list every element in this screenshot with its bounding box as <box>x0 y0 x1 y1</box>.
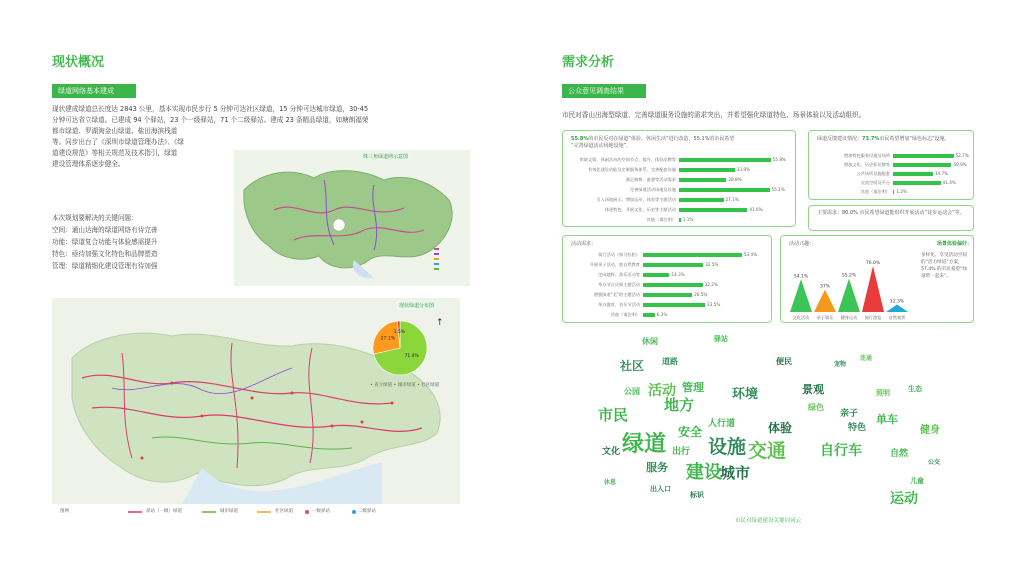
bar-row <box>593 292 743 298</box>
bar <box>643 303 705 307</box>
bar-value: 1.2% <box>896 189 908 194</box>
triangle-label: 骑行游览 <box>864 315 882 320</box>
wordcloud-word: 单车 <box>876 413 898 426</box>
issue-item: 管理：绿道精细化建设管理有待加强 <box>52 262 158 270</box>
bar <box>893 172 933 176</box>
triangle-value: 55.2% <box>841 273 857 279</box>
card1-bars <box>579 157 786 227</box>
bar <box>679 208 747 212</box>
bar-value: 55.1% <box>771 187 785 192</box>
bar-label: 举办节日庆典主题活动 <box>598 282 640 287</box>
wordcloud-word: 自行车 <box>820 443 862 459</box>
card2-head-text: 市民希望增加“绿色标志”设施。 <box>879 136 950 142</box>
prd-map-label: 珠三角绿道网示意图 <box>360 152 411 161</box>
greenway-pie-chart <box>370 318 430 378</box>
bar-value: 6.3% <box>656 312 668 317</box>
wordcloud-word: 休息 <box>604 479 617 486</box>
bar-value: 33.9% <box>736 167 750 172</box>
wordcloud-word: 公交 <box>928 459 941 466</box>
triangle-value: 76.0% <box>865 261 881 266</box>
bar <box>893 181 941 185</box>
bar <box>643 293 692 297</box>
triangle-label: 自然观赏 <box>888 315 906 320</box>
issue-item: 特色：亟待加强文化特色和品牌塑造 <box>52 250 158 258</box>
intro-line: 建设管理体系逐步健全。 <box>52 160 125 168</box>
bar-value: 33.5% <box>707 302 721 307</box>
survey-card-event <box>562 235 772 323</box>
right-intro: 市民对香山出海型绿道、完善绿道服务设施的需求突出，并希望强化绿道特色、场景体验以及活动组织。 <box>562 111 866 119</box>
left-page-title: 现状概况 <box>52 55 105 70</box>
card1-head-text2: “完善绿道活动场地设施”。 <box>571 143 632 149</box>
bar-row <box>588 167 771 173</box>
card1-head <box>571 136 791 150</box>
wordcloud-word: 城市 <box>720 464 751 482</box>
legend-item: 城市绿道 <box>220 509 238 514</box>
bar-label: 增强绿道“美”的主题活动 <box>593 292 640 297</box>
bar-label: 有效化建设功能及定制服务体系，完善配套设施 <box>588 167 676 172</box>
wordcloud-word: 儿童 <box>910 477 924 485</box>
triangle-value: 54.1% <box>793 274 809 280</box>
bar-label: 定向越野、游乐活动等 <box>598 272 640 277</box>
bar-value: 41.4% <box>942 180 956 185</box>
card5-head: 活动兴趣： <box>789 241 815 247</box>
bar-label: 其他（请注明） <box>610 312 640 317</box>
wordcloud-word: 出入口 <box>650 485 671 493</box>
triangle-value: 12.3% <box>889 299 905 305</box>
bar <box>643 313 655 317</box>
interest-triangle <box>814 290 836 312</box>
issue-item: 功能：绿道复合功能与体验感需提升 <box>52 238 158 246</box>
bar-label: 完善绿道活动场地及设施 <box>629 187 676 192</box>
wordcloud-word: 特色 <box>848 423 867 433</box>
pie-slice-label: 27.1% <box>380 336 396 342</box>
bar-row <box>856 171 955 177</box>
legend-item: 驿站（一级）绿道 <box>146 509 182 514</box>
bar-row <box>843 162 967 168</box>
interest-triangle <box>790 279 812 312</box>
bar-row <box>596 197 771 203</box>
legend-title: 图例 <box>60 509 69 514</box>
bar-value: 27.1% <box>725 197 739 202</box>
bar-row <box>598 302 743 308</box>
wordcloud-word: 绿色 <box>808 403 824 412</box>
triangle-label: 健身运动 <box>840 315 858 320</box>
wordcloud-caption: 市民对绿道建设关键词词云 <box>735 518 802 524</box>
wordcloud-word: 健身 <box>920 425 940 436</box>
bar-value: 14.3% <box>671 272 685 277</box>
bar-row <box>860 180 956 186</box>
interest-triangle <box>838 279 860 312</box>
bar-value: 55.8% <box>772 157 786 162</box>
bar-row <box>843 153 969 159</box>
bar <box>679 218 681 222</box>
bar-label: 其他（请注明） <box>860 189 890 194</box>
prd-greenway-map <box>234 150 470 286</box>
bar <box>643 253 742 257</box>
wordcloud-word: 自然 <box>890 449 909 459</box>
bar-row <box>598 252 758 258</box>
intro-line: 分钟可达省立绿道。已建成 94 个驿站，23 个一级驿站，71 个二级驿站。建成 23 条精品绿道，如塘朗福荣 <box>52 116 369 124</box>
triangle-value: 37% <box>819 284 831 290</box>
bar-value: 28.8% <box>728 177 742 182</box>
bar <box>643 273 669 277</box>
scene-title: 场景体验偏好： <box>937 241 973 247</box>
card1-highlight: 55.8% <box>571 136 589 142</box>
bar-row <box>579 157 786 163</box>
wordcloud-word: 出行 <box>672 447 691 457</box>
card4-bars <box>589 252 758 322</box>
legend-item: 二级驿站 <box>358 509 376 514</box>
bar-row <box>646 217 771 223</box>
map-legend-item: • 省立绿道 <box>370 383 393 388</box>
map-legend-item: • 城市绿道 <box>393 383 416 388</box>
wordcloud-word: 服务 <box>646 461 668 474</box>
bar-value: 52.7% <box>955 153 969 158</box>
map-legend <box>370 382 439 388</box>
bar-value: 32.5% <box>705 262 719 267</box>
survey-card-interest <box>780 235 974 323</box>
wordcloud-word: 地方 <box>664 396 695 414</box>
bar <box>679 198 724 202</box>
pie-slice-label: 71.4% <box>404 354 419 360</box>
bar-row <box>625 177 771 183</box>
card4-head: 活动需求： <box>571 241 597 247</box>
prd-map-graphic <box>234 150 470 286</box>
bar <box>893 190 894 194</box>
interest-triangle <box>886 305 908 312</box>
north-arrow-icon: ↑ <box>436 318 444 328</box>
keyword-wordcloud <box>590 326 960 518</box>
triangle-label: 亲子娱乐 <box>816 315 834 320</box>
current-greenway-map <box>52 298 460 522</box>
left-subhead: 绿道网络基本建成 <box>52 84 136 98</box>
wordcloud-word: 环境 <box>732 387 759 402</box>
bar-value: 34.7% <box>934 171 949 176</box>
bar <box>643 283 703 287</box>
wordcloud-word: 公园 <box>624 387 640 396</box>
wordcloud-word: 设施 <box>708 436 747 458</box>
wordcloud-word: 道路 <box>662 357 678 366</box>
bar-label: 开展亲子活动，如自然教育 <box>589 262 640 267</box>
right-page-title: 需求分析 <box>562 55 615 70</box>
current-map-label: 现状绿道分布图 <box>396 301 437 310</box>
wordcloud-word: 交通 <box>748 440 787 462</box>
wordcloud-word: 便民 <box>776 357 792 366</box>
bar-label: 其他（请注明） <box>646 217 676 222</box>
wordcloud-word: 休闲 <box>642 337 658 346</box>
card2-bars <box>843 153 969 199</box>
issue-item: 空间：通山达海的绿道网络有待完善 <box>52 226 158 234</box>
wordcloud-word: 标识 <box>690 491 704 499</box>
bar-label: 引入场地展示，增加运动、体验等主题活动 <box>596 197 676 202</box>
wordcloud-word: 人行道 <box>708 419 736 429</box>
legend-item: 社区绿道 <box>275 509 293 514</box>
wordcloud-word: 亲子 <box>840 409 859 419</box>
bar <box>679 188 770 192</box>
issues-block <box>52 212 232 272</box>
card3-text: 主要需求：80.0% 市民希望绿道能组织开展活动“徒步运动会”等。 <box>817 210 965 216</box>
scene-text: 多样化、享受活动空间的“活力绿道”方案，57.4% 的市民希望“绿道带一起来”。 <box>921 253 967 279</box>
bar-label: 串联文娱、休闲活动的空间节点，提升、体验品牌等 <box>579 157 676 162</box>
wordcloud-word: 照明 <box>876 389 890 397</box>
bar-row <box>589 262 743 268</box>
wordcloud-word: 驿站 <box>714 335 728 343</box>
bar <box>643 263 703 267</box>
bar-value: 1.1% <box>682 217 694 222</box>
bar-label: 增加特色服务设施及场所 <box>843 153 890 158</box>
survey-card-facility <box>808 130 974 200</box>
wordcloud-word: 运动 <box>890 491 918 507</box>
bar-label: 体现特色，开展文化、历史等主题活动 <box>604 207 676 212</box>
bar-row <box>598 272 743 278</box>
bar-label: 公共场所设施配套 <box>856 171 890 176</box>
bar-value: 26.5% <box>694 292 708 297</box>
bar-value: 41.6% <box>749 207 763 212</box>
triangle-label: 文化活动 <box>792 315 810 320</box>
survey-card-main-need <box>808 205 974 231</box>
bar-row <box>629 187 785 193</box>
wordcloud-word: 安全 <box>678 425 703 439</box>
intro-line: 现状建成绿道总长度达 2843 公里，基本实现市民步行 5 分钟可达社区绿道，15 分钟可达城市绿道，30-45 <box>52 105 369 113</box>
bar-value: 53.4% <box>743 252 758 257</box>
wordcloud-word: 管理 <box>682 381 704 394</box>
bar <box>893 154 954 158</box>
bar <box>679 168 735 172</box>
card2-head-prefix: 绿道反馈建议情况： <box>817 136 863 142</box>
interest-triangle <box>862 266 884 312</box>
wordcloud-word: 社区 <box>620 359 645 373</box>
bar-label: 举办露营、音乐节活动 <box>598 302 640 307</box>
issues-title: 本次规划要解决的关键问题： <box>52 214 138 222</box>
bar-row <box>604 207 771 213</box>
map-legend-item: • 社区绿道 <box>417 383 440 388</box>
wordcloud-word: 连通 <box>860 355 873 362</box>
bar-row <box>860 189 955 195</box>
wordcloud-word: 建设 <box>686 462 722 483</box>
survey-card-activity <box>562 130 796 227</box>
wordcloud-word: 活动 <box>648 383 676 399</box>
bar-row <box>598 282 743 288</box>
wordcloud-word: 宠物 <box>834 361 847 368</box>
bar <box>679 158 771 162</box>
bar-label: 增加文化、历史标识牌等 <box>843 162 890 167</box>
bar-label: 骑行活动（如马拉松） <box>598 252 640 257</box>
card2-highlight: 73.7% <box>862 136 880 142</box>
interest-triangle-chart <box>787 246 937 326</box>
card2-head <box>817 136 967 143</box>
wordcloud-word: 体验 <box>768 421 793 435</box>
intro-line: 等。同步出台了《深圳市绿道管理办法》、《绿 <box>52 138 184 146</box>
wordcloud-word: 文化 <box>602 447 621 457</box>
wordcloud-word: 生态 <box>908 385 922 393</box>
wordcloud-word: 绿道 <box>622 432 667 457</box>
wordcloud-word: 景观 <box>802 383 824 396</box>
card1-head-text: 的市民反对在绿道“体验、休闲生活”进行改造，55.1%的市民希望 <box>588 136 735 142</box>
right-subhead: 公众意见调查结果 <box>562 84 646 98</box>
bar-value: 50.9% <box>953 162 967 167</box>
bar-row <box>610 312 743 318</box>
bar <box>893 163 951 167</box>
pie-slice-label: 1.5% <box>393 330 406 336</box>
bar <box>679 178 726 182</box>
legend-item: 一级驿站 <box>312 509 330 514</box>
wordcloud-word: 市民 <box>598 406 629 424</box>
bar-label: 交流空间及平台 <box>860 180 890 185</box>
bar-label: 满足购物、游憩等活动需求 <box>625 177 676 182</box>
intro-line: 都市绿道、罗湖淘金山绿道、盐田海滨栈道 <box>52 127 178 135</box>
bar-value: 32.2% <box>704 282 718 287</box>
intro-line: 道建设规范》等相关规范及技术指引，绿道 <box>52 149 178 157</box>
